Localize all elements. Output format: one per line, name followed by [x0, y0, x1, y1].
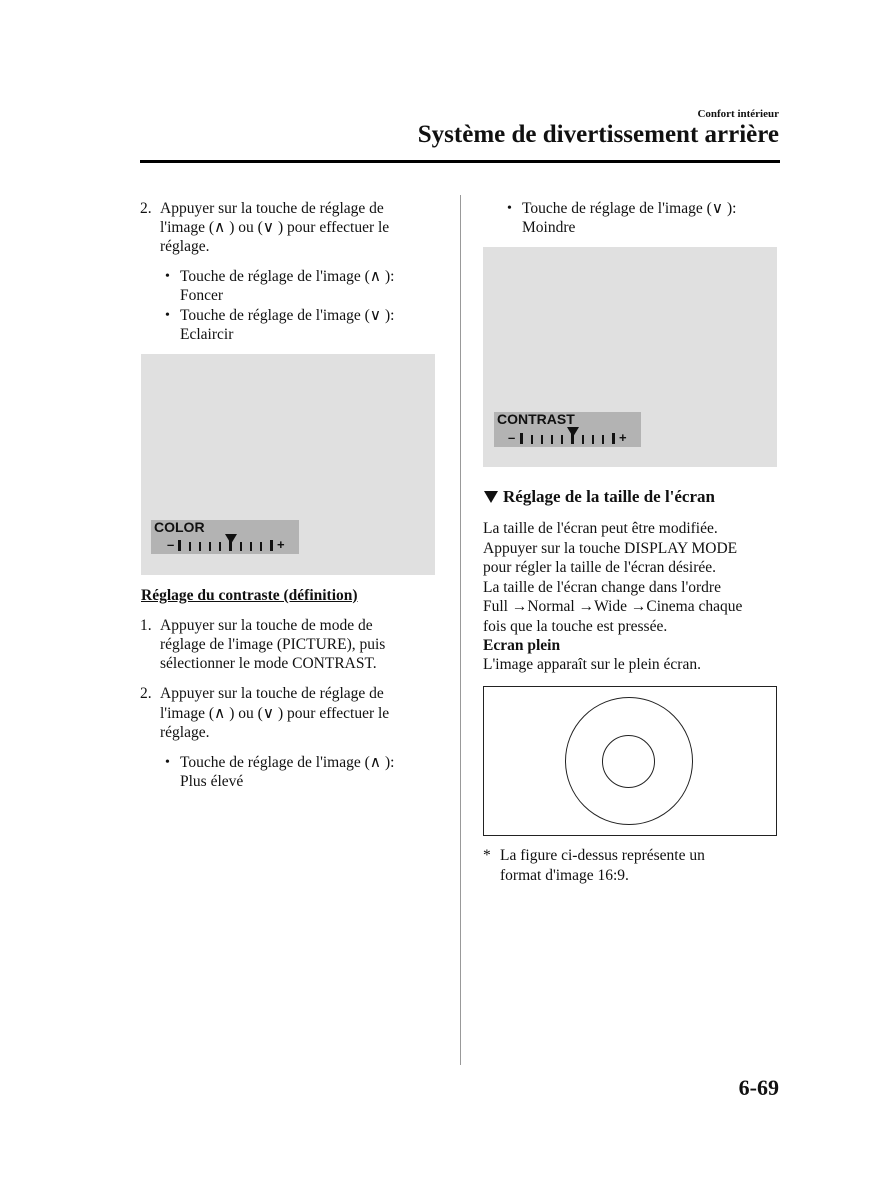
column-divider — [460, 195, 461, 1065]
osd-tick — [219, 542, 221, 551]
osd-contrast-label: CONTRAST — [497, 411, 575, 427]
bullet-up-line1: • Touche de réglage de l'image (∧ ): — [180, 267, 394, 287]
osd-minus-sign: – — [508, 430, 516, 445]
osd-tick — [602, 435, 604, 444]
osd-plus-sign: + — [619, 430, 627, 445]
color-osd-bar — [151, 520, 299, 554]
step-1-text-line1: Appuyer sur la touche de mode de — [160, 617, 373, 634]
osd-pointer-icon — [567, 427, 579, 437]
bullet-up2-line2: Plus élevé — [180, 773, 244, 790]
osd-tick — [178, 540, 181, 551]
paragraph-line: Full →Normal →Wide →Cinema chaque — [483, 598, 743, 615]
step-2b-text-line3: réglage. — [160, 724, 210, 741]
paragraph-line: La taille de l'écran peut être modifiée. — [483, 520, 718, 537]
footnote-star: * — [483, 847, 491, 864]
osd-color-label: COLOR — [154, 519, 205, 535]
osd-tick — [582, 435, 584, 444]
contrast-screen-illustration — [483, 247, 777, 467]
paragraph-line: pour régler la taille de l'écran désirée. — [483, 559, 717, 576]
footnote-line2: format d'image 16:9. — [500, 867, 629, 884]
paragraph-line: La taille de l'écran change dans l'ordre — [483, 579, 721, 596]
page-number: 6-69 — [738, 1075, 779, 1100]
screen-size-heading: Réglage de la taille de l'écran — [503, 487, 715, 506]
header-rule — [140, 160, 780, 163]
footnote-line1: La figure ci-dessus représente un — [500, 847, 705, 864]
step-number: 2. — [140, 200, 152, 217]
osd-tick — [270, 540, 273, 551]
osd-tick — [240, 542, 242, 551]
inner-circle — [602, 735, 655, 788]
osd-tick — [199, 542, 201, 551]
step-2-text-line2: l'image (∧ ) ou (∨ ) pour effectuer le — [160, 219, 390, 236]
ecran-plein-title: Ecran plein — [483, 637, 561, 654]
osd-tick — [541, 435, 543, 444]
full-screen-figure — [483, 686, 777, 836]
ecran-plein-text: L'image apparaît sur le plein écran. — [483, 656, 701, 673]
osd-tick — [209, 542, 211, 551]
osd-plus-sign: + — [277, 537, 285, 552]
osd-tick — [189, 542, 191, 551]
contrast-osd-bar — [494, 412, 641, 447]
step-1-text-line3: sélectionner le mode CONTRAST. — [160, 655, 377, 672]
osd-minus-sign: – — [167, 537, 175, 552]
bullet-up2-line1: • Touche de réglage de l'image (∧ ): — [180, 753, 394, 773]
step-1-text-line2: réglage de l'image (PICTURE), puis — [160, 636, 386, 653]
bullet-down-line2: Eclaircir — [180, 326, 234, 343]
paragraph-line: Appuyer sur la touche DISPLAY MODE — [483, 540, 738, 557]
osd-tick — [592, 435, 594, 444]
step-number: 1. — [140, 617, 152, 634]
bullet-up-line2: Foncer — [180, 287, 224, 304]
osd-tick — [561, 435, 563, 444]
osd-pointer-icon — [225, 534, 237, 544]
osd-tick — [520, 433, 523, 444]
section-label: Confort intérieur — [697, 108, 779, 120]
osd-tick — [531, 435, 533, 444]
osd-tick — [260, 542, 262, 551]
step-2b-text-line2: l'image (∧ ) ou (∨ ) pour effectuer le — [160, 705, 390, 722]
page-title: Système de divertissement arrière — [417, 121, 779, 148]
step-2b-text-line1: Appuyer sur la touche de réglage de — [160, 685, 384, 702]
triangle-marker-icon — [484, 491, 498, 503]
osd-tick — [551, 435, 553, 444]
bullet-down2-line1: • Touche de réglage de l'image (∨ ): — [522, 199, 736, 219]
bullet-down2-line2: Moindre — [522, 219, 576, 236]
step-2-text-line3: réglage. — [160, 238, 210, 255]
contrast-heading: Réglage du contraste (définition) — [141, 587, 358, 604]
osd-tick — [250, 542, 252, 551]
color-screen-illustration — [141, 354, 435, 575]
step-number: 2. — [140, 685, 152, 702]
bullet-down-line1: • Touche de réglage de l'image (∨ ): — [180, 306, 394, 326]
osd-tick — [612, 433, 615, 444]
paragraph-line: fois que la touche est pressée. — [483, 618, 668, 635]
step-2-text-line1: Appuyer sur la touche de réglage de — [160, 200, 384, 217]
